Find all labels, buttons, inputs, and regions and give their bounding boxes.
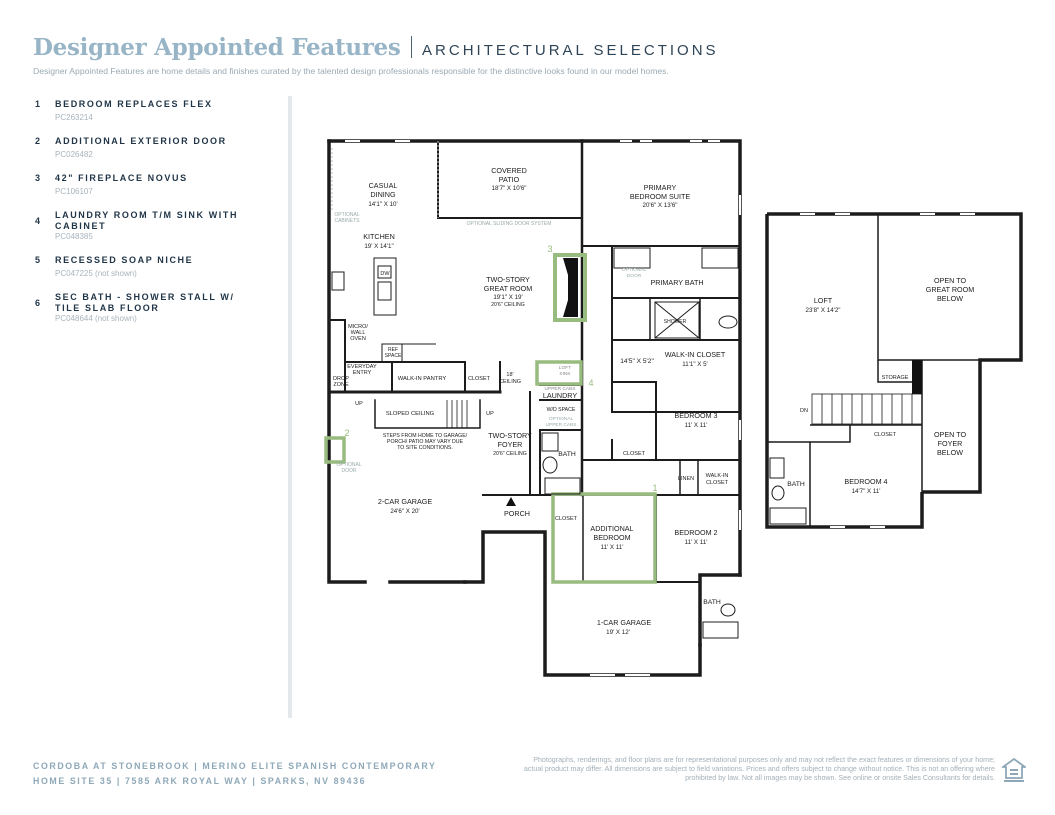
label-opt-upper: OPTIONAL bbox=[548, 417, 574, 422]
label-bedroom3-dim: 11' X 11' bbox=[684, 422, 708, 429]
footer-community: CORDOBA AT STONEBROOK | MERINO ELITE SPANISH CONTEMPORARY bbox=[33, 761, 437, 771]
marker-1: 1 bbox=[652, 483, 658, 493]
label-optional-door: OPTIONAL bbox=[336, 462, 362, 468]
label-opt-door-primary-2: DOOR bbox=[626, 274, 642, 279]
label-everyday: EVERYDAY bbox=[347, 364, 377, 370]
upper-stairs bbox=[812, 394, 922, 424]
label-everyday-2: ENTRY bbox=[352, 370, 372, 376]
feature-code: PC263214 bbox=[55, 113, 93, 122]
feature-item bbox=[33, 136, 278, 159]
marker-4: 4 bbox=[588, 378, 594, 388]
label-ceiling18-2: CEILING bbox=[498, 379, 522, 385]
label-great-room-2: GREAT ROOM bbox=[483, 284, 533, 293]
feature-name: LAUNDRY ROOM T/M SINK WITH CABINET bbox=[55, 210, 239, 231]
label-bath-lower: BATH bbox=[703, 599, 721, 606]
label-garage1-dim: 19' X 12' bbox=[606, 629, 630, 636]
page-header bbox=[33, 34, 719, 61]
label-bedroom2: BEDROOM 2 bbox=[674, 528, 718, 537]
label-garage2-dim: 24'6" X 20' bbox=[390, 508, 420, 515]
label-loft-sink-2: SINK bbox=[559, 372, 571, 377]
label-optional-door-2: DOOR bbox=[341, 468, 357, 474]
label-up-left: UP bbox=[355, 401, 363, 407]
label-ref-2: SPACE bbox=[384, 353, 402, 359]
feature-number: 4 bbox=[35, 216, 41, 226]
label-dim-14-5: 14'5" X 5'2" bbox=[620, 358, 654, 365]
label-bedroom2-dim: 11' X 11' bbox=[684, 539, 708, 546]
label-open-foyer: OPEN TO bbox=[933, 430, 967, 439]
label-ceiling18: 18' bbox=[506, 372, 514, 378]
feature-number: 5 bbox=[35, 255, 41, 265]
label-loft: LOFT bbox=[813, 296, 833, 305]
label-primary-suite-dim: 20'6" X 13'6" bbox=[642, 202, 678, 209]
feature-code: PC026482 bbox=[55, 150, 93, 159]
storage-block bbox=[912, 360, 922, 394]
label-closet-upper: CLOSET bbox=[873, 432, 897, 438]
label-opt-upper-2: UPPER CABS bbox=[545, 423, 577, 428]
feature-list bbox=[33, 99, 278, 337]
label-steps: STEPS FROM HOME TO GARAGE/ bbox=[382, 433, 468, 439]
label-open-great-2: GREAT ROOM bbox=[925, 285, 975, 294]
feature-item bbox=[33, 292, 278, 323]
feature-code: PC047225 (not shown) bbox=[55, 269, 137, 278]
footer-address bbox=[33, 759, 437, 789]
label-kitchen: KITCHEN bbox=[363, 232, 395, 241]
upper-floor-walls bbox=[767, 214, 1021, 527]
footer-disclaimer: Photographs, renderings, and floor plans are for representational purposes only and may not reflect the exact features or dimensions of your home; actual product may differ. All dimensions are subject to field variations. Prices and offers subject to change without notice. This is not an offering where prohibited by law. Not all images may be shown. See online or onsite Sales Consultants for details. bbox=[523, 756, 995, 782]
label-primary-suite: PRIMARY bbox=[643, 183, 677, 192]
feature-number: 2 bbox=[35, 136, 41, 146]
floor-plan bbox=[300, 120, 1030, 680]
label-walkin-pantry: WALK-IN PANTRY bbox=[397, 376, 447, 382]
label-open-foyer-3: BELOW bbox=[937, 448, 963, 457]
title-divider bbox=[411, 36, 413, 58]
label-walkin-closet: WALK-IN CLOSET bbox=[664, 350, 726, 359]
label-linen: LINEN bbox=[677, 476, 695, 482]
label-sloped-ceiling: SLOPED CEILING bbox=[385, 411, 435, 417]
label-add-bedroom-2: BEDROOM bbox=[593, 533, 631, 542]
label-great-room-ceiling: 20'6" CEILING bbox=[491, 302, 525, 308]
label-garage1: 1-CAR GARAGE bbox=[596, 618, 652, 627]
feature-item bbox=[33, 173, 278, 196]
label-primary-bath: PRIMARY BATH bbox=[650, 278, 704, 287]
label-open-great: OPEN TO bbox=[933, 276, 967, 285]
page-subtitle: ARCHITECTURAL SELECTIONS bbox=[422, 42, 719, 59]
page-title: Designer Appointed Features bbox=[33, 34, 401, 61]
label-storage: STORAGE bbox=[881, 375, 909, 381]
feature-item bbox=[33, 99, 278, 122]
label-wd-space: W/D SPACE bbox=[546, 407, 576, 413]
feature-name: RECESSED SOAP NICHE bbox=[55, 255, 194, 265]
label-opt-door-primary: OPTIONAL bbox=[621, 268, 647, 273]
label-foyer-ceiling: 20'6" CEILING bbox=[493, 451, 527, 457]
upper-bath-fixtures bbox=[770, 458, 806, 524]
entry-arrow-icon bbox=[506, 497, 516, 506]
label-primary-suite-2: BEDROOM SUITE bbox=[629, 192, 691, 201]
feature-code: PC048644 (not shown) bbox=[55, 314, 137, 323]
label-covered-patio-dim: 18'7" X 10'6" bbox=[491, 185, 527, 192]
label-up-stairs: UP bbox=[486, 411, 494, 417]
main-stairs bbox=[447, 400, 467, 428]
label-steps-2: PORCH/ PATIO MAY VARY DUE bbox=[387, 439, 463, 445]
label-open-great-3: BELOW bbox=[937, 294, 963, 303]
label-bedroom4: BEDROOM 4 bbox=[844, 477, 888, 486]
label-micro: MICRO/ bbox=[348, 324, 368, 330]
label-porch: PORCH bbox=[504, 509, 530, 518]
label-drop: DROP bbox=[333, 376, 349, 382]
marker-2: 2 bbox=[344, 428, 350, 438]
label-casual-dining-2: DINING bbox=[370, 190, 396, 199]
feature-item bbox=[33, 255, 278, 278]
footer-homesite: HOME SITE 35 | 7585 ARK ROYAL WAY | SPARKS, NV 89436 bbox=[33, 776, 367, 786]
label-closet-addbed: CLOSET bbox=[554, 516, 578, 522]
feature-name: BEDROOM REPLACES FLEX bbox=[55, 99, 213, 109]
label-upper-cabs: UPPER CABS bbox=[544, 387, 576, 392]
label-drop-2: ZONE bbox=[333, 382, 349, 388]
label-closet-br3: CLOSET bbox=[622, 451, 646, 457]
label-closet-pantry: CLOSET bbox=[467, 376, 491, 382]
label-covered-patio-2: PATIO bbox=[498, 175, 520, 184]
label-walkin: WALK-IN bbox=[705, 473, 729, 479]
label-bath-main: BATH bbox=[558, 451, 576, 458]
label-bedroom4-dim: 14'7" X 11' bbox=[851, 488, 881, 495]
label-shower: SHOWER bbox=[663, 319, 687, 325]
label-kitchen-dim: 19' X 14'1" bbox=[364, 243, 394, 250]
label-micro-2: WALL bbox=[350, 330, 366, 336]
label-great-room: TWO-STORY bbox=[486, 275, 530, 284]
feature-name: 42" FIREPLACE NOVUS bbox=[55, 173, 188, 183]
fireplace bbox=[555, 255, 585, 320]
label-casual-dining: CASUAL bbox=[368, 181, 398, 190]
label-add-bedroom: ADDITIONAL bbox=[590, 524, 634, 533]
label-walkin-2: CLOSET bbox=[705, 480, 729, 486]
feature-number: 3 bbox=[35, 173, 41, 183]
label-foyer: TWO-STORY bbox=[488, 431, 532, 440]
label-bedroom3: BEDROOM 3 bbox=[674, 411, 718, 420]
feature-number: 6 bbox=[35, 298, 41, 308]
label-foyer-2: FOYER bbox=[497, 440, 523, 449]
label-opt-cabinets: OPTIONAL bbox=[334, 212, 360, 218]
label-loft-dim: 23'8" X 14'2" bbox=[805, 307, 841, 314]
label-add-bedroom-dim: 11' X 11' bbox=[600, 544, 624, 551]
label-dw: DW bbox=[380, 271, 390, 277]
label-opt-cabinets-2: CABINETS bbox=[334, 218, 360, 224]
label-open-foyer-2: FOYER bbox=[937, 439, 963, 448]
equal-housing-icon bbox=[1002, 758, 1026, 784]
feature-item bbox=[33, 210, 278, 241]
marker-3: 3 bbox=[547, 244, 553, 254]
label-steps-3: TO SITE CONDITIONS. bbox=[397, 445, 453, 451]
label-walkin-closet-dim: 11'1" X 5' bbox=[682, 361, 708, 368]
feature-name: ADDITIONAL EXTERIOR DOOR bbox=[55, 136, 227, 146]
feature-name: SEC BATH - SHOWER STALL W/ TILE SLAB FLOOR bbox=[55, 292, 235, 313]
label-opt-sliding: OPTIONAL SLIDING DOOR SYSTEM bbox=[466, 221, 552, 227]
label-great-room-dim: 19'1" X 19' bbox=[493, 294, 523, 301]
label-bath-upper: BATH bbox=[787, 481, 805, 488]
feature-code: PC048385 bbox=[55, 232, 93, 241]
feature-code: PC106107 bbox=[55, 187, 93, 196]
label-garage2: 2-CAR GARAGE bbox=[377, 497, 433, 506]
column-divider bbox=[288, 96, 292, 718]
page-description: Designer Appointed Features are home details and finishes curated by the talented design professionals responsible for the distinctive looks found in our model homes. bbox=[33, 66, 669, 76]
label-covered-patio: COVERED bbox=[491, 166, 527, 175]
feature-number: 1 bbox=[35, 99, 41, 109]
label-loft-sink: LOFT bbox=[558, 366, 572, 371]
label-dn: DN bbox=[800, 408, 808, 414]
label-micro-3: OVEN bbox=[350, 336, 366, 342]
label-casual-dining-dim: 14'1" X 10' bbox=[368, 201, 398, 208]
label-ref: REF bbox=[388, 347, 398, 353]
label-laundry: LAUNDRY bbox=[542, 391, 578, 400]
